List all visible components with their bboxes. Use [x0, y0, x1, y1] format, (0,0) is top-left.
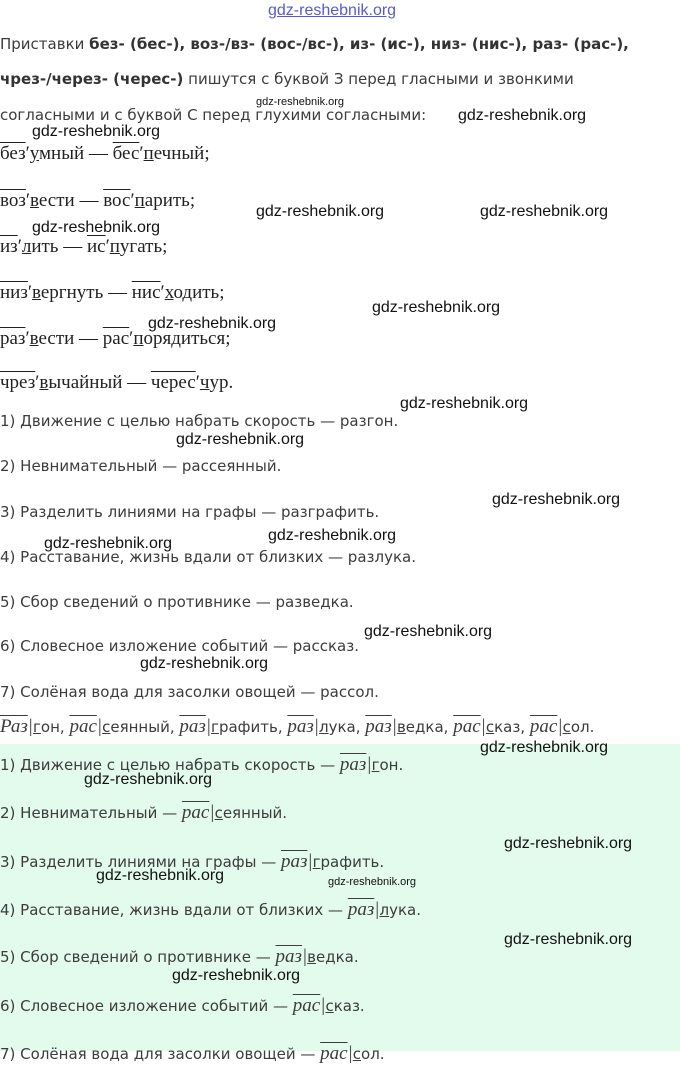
rule-prefixes: без- (бес-), воз-/вз- (вос-/вс-), из- (ис-), низ- (нис-), раз- (рас-),: [89, 35, 629, 53]
watermark: gdz-reshebnik.org: [458, 107, 587, 124]
watermark: gdz-reshebnik.org: [96, 867, 225, 884]
first-letter: г: [371, 756, 380, 774]
morpheme-divider: |: [27, 716, 34, 737]
task-item: 3) Разделить линиями на графы — разграфить.: [0, 503, 380, 521]
first-letter: п: [133, 328, 144, 349]
morpheme-divider: |: [307, 851, 313, 872]
answer-row: [0, 946, 359, 968]
separator: ,: [277, 718, 288, 736]
prefix: вос: [103, 190, 131, 211]
morpheme-divider: |: [320, 995, 326, 1016]
first-letter: л: [319, 718, 329, 736]
watermark: gdz-reshebnik.org: [504, 835, 633, 852]
first-letter: л: [379, 901, 390, 919]
morpheme-divider: |: [391, 716, 397, 737]
morpheme-mark: ′: [25, 328, 30, 349]
first-letter: с: [562, 718, 571, 736]
summary-word: [179, 718, 287, 736]
watermark: gdz-reshebnik.org: [372, 299, 501, 316]
task-item: 1) Движение с целью набрать скорость — разгон.: [0, 412, 399, 430]
first-letter: в: [396, 718, 406, 736]
first-letter: г: [33, 718, 41, 736]
morpheme-mark: ′: [160, 282, 165, 303]
answer-question: 5) Сбор сведений о противнике —: [0, 948, 276, 966]
watermark: gdz-reshebnik.org: [148, 315, 277, 332]
watermark-top[interactable]: gdz-reshebnik.org: [268, 2, 397, 19]
watermark: gdz-reshebnik.org: [176, 431, 305, 448]
prefix: бес: [112, 143, 140, 164]
task-item: 2) Невнимательный — рассеянный.: [0, 457, 282, 475]
task-item: 5) Сбор сведений о противнике — разведка.: [0, 593, 354, 611]
prefix: рас: [102, 328, 130, 349]
summary-word: [530, 718, 594, 736]
prefix: раз: [287, 716, 314, 737]
pair-row: [0, 190, 195, 212]
answer-row: [0, 995, 365, 1017]
answer-row: [0, 802, 287, 824]
prefix: черес: [150, 372, 196, 393]
pair-row: [0, 282, 225, 304]
dash: —: [74, 328, 103, 349]
summary-word: [0, 718, 69, 736]
first-letter: г: [312, 853, 321, 871]
first-letter: с: [352, 1045, 362, 1063]
task-item: 7) Солёная вода для засолки овощей — рассол.: [0, 683, 379, 701]
answer-question: 4) Расставание, жизнь вдали от близких —: [0, 901, 348, 919]
prefix: нис: [131, 282, 161, 303]
prefix: раз: [275, 946, 302, 967]
morpheme-mark: ′: [129, 328, 134, 349]
separator: .: [589, 718, 595, 736]
summary-line: [0, 716, 594, 738]
watermark: gdz-reshebnik.org: [504, 931, 633, 948]
pair-row: [0, 143, 210, 165]
answer-row: [0, 899, 421, 921]
word-rest: едка: [405, 718, 444, 736]
word-rest: ол: [570, 718, 590, 736]
summary-word: [287, 718, 365, 736]
answer-question: 6) Словесное изложение событий —: [0, 997, 293, 1015]
word-rest: еянный: [110, 718, 170, 736]
prefix: рас: [529, 716, 558, 737]
morpheme-mark: ′: [27, 282, 32, 303]
morpheme-divider: |: [374, 899, 380, 920]
morpheme-mark: ′: [17, 236, 22, 257]
prefix: рас: [181, 802, 210, 823]
word-rest: ур.: [209, 372, 234, 393]
summary-word: [69, 718, 179, 736]
first-letter: х: [164, 282, 174, 303]
rule-line-3: согласными и с буквой С перед глухими согласными:: [0, 106, 427, 124]
watermark: gdz-reshebnik.org: [32, 123, 161, 140]
prefix: ис: [86, 236, 106, 257]
morpheme-mark: ′: [25, 143, 30, 164]
rule-text: Приставки: [0, 35, 90, 53]
word-rest: он: [40, 718, 60, 736]
watermark: gdz-reshebnik.org: [84, 771, 213, 788]
first-letter: с: [214, 804, 223, 822]
separator: ,: [59, 718, 70, 736]
prefix: раз: [339, 754, 367, 775]
morpheme-mark: ′: [35, 372, 40, 393]
word-rest: рафить: [218, 718, 278, 736]
morpheme-divider: |: [96, 716, 103, 737]
word-rest: ести: [38, 190, 75, 211]
answer-question: 7) Солёная вода для засолки овощей —: [0, 1045, 321, 1063]
pair-row: [0, 236, 167, 258]
morpheme-divider: |: [366, 754, 372, 775]
morpheme-divider: |: [209, 802, 215, 823]
word-rest: угать;: [119, 236, 168, 257]
word-rest: ол.: [361, 1045, 385, 1063]
word-rest: ергнуть: [40, 282, 104, 303]
prefix: раз: [365, 716, 392, 737]
rule-line-1: [0, 35, 629, 53]
first-letter: в: [32, 282, 41, 303]
separator: ,: [355, 718, 366, 736]
morpheme-mark: ′: [139, 143, 144, 164]
dash: —: [58, 236, 87, 257]
morpheme-divider: |: [480, 716, 486, 737]
watermark: gdz-reshebnik.org: [256, 203, 385, 220]
prefix: раз: [347, 899, 375, 920]
watermark: gdz-reshebnik.org: [364, 623, 493, 640]
prefix: рас: [292, 995, 321, 1016]
word-rest: каз: [494, 718, 521, 736]
watermark: gdz-reshebnik.org: [44, 535, 173, 552]
first-letter: в: [39, 372, 49, 393]
watermark: gdz-reshebnik.org: [32, 219, 161, 236]
first-letter: п: [143, 143, 154, 164]
first-letter: п: [109, 236, 120, 257]
word-rest: ести: [38, 328, 75, 349]
watermark: gdz-reshebnik.org: [480, 203, 609, 220]
word-rest: ука: [328, 718, 356, 736]
summary-word: [453, 718, 530, 736]
word-rest: ить: [31, 236, 59, 257]
word-rest: орядиться;: [143, 328, 231, 349]
morpheme-mark: ′: [195, 372, 200, 393]
first-letter: в: [29, 328, 39, 349]
prefix: низ: [0, 282, 28, 303]
answer-row: [0, 1043, 385, 1065]
watermark: gdz-reshebnik.org: [492, 491, 621, 508]
prefix: без: [0, 143, 26, 164]
word-rest: едка.: [316, 948, 359, 966]
rule-text: пишутся с буквой З перед гласными и звонкими: [183, 70, 574, 88]
first-letter: ч: [199, 372, 210, 393]
morpheme-divider: |: [347, 1043, 353, 1064]
word-rest: каз.: [333, 997, 365, 1015]
word-rest: рафить.: [320, 853, 385, 871]
prefix: рас: [69, 716, 97, 737]
morpheme-divider: |: [557, 716, 563, 737]
first-letter: с: [102, 718, 111, 736]
word-rest: ечный;: [153, 143, 210, 164]
morpheme-mark: ′: [105, 236, 110, 257]
watermark: gdz-reshebnik.org: [268, 527, 397, 544]
first-letter: в: [30, 190, 39, 211]
watermark: gdz-reshebnik.org: [480, 739, 609, 756]
first-letter: в: [307, 948, 317, 966]
rule-prefixes: чрез-/через- (черес-): [0, 70, 184, 88]
task-item: 4) Расставание, жизнь вдали от близких — разлука.: [0, 548, 416, 566]
watermark: gdz-reshebnik.org: [256, 96, 345, 108]
word-rest: он.: [379, 756, 404, 774]
separator: ,: [520, 718, 530, 736]
answer-question: 3) Разделить линиями на графы —: [0, 853, 281, 871]
watermark: gdz-reshebnik.org: [328, 876, 417, 888]
prefix: рас: [453, 716, 481, 737]
first-letter: у: [29, 143, 39, 164]
word-rest: арить;: [144, 190, 196, 211]
first-letter: п: [134, 190, 145, 211]
prefix: Раз: [0, 716, 28, 737]
dash: —: [122, 372, 151, 393]
watermark: gdz-reshebnik.org: [172, 967, 301, 984]
morpheme-divider: |: [301, 946, 308, 967]
morpheme-mark: ′: [130, 190, 135, 211]
rule-line-2: [0, 70, 574, 88]
word-rest: ычайный: [48, 372, 123, 393]
first-letter: г: [211, 718, 219, 736]
first-letter: л: [21, 236, 32, 257]
prefix: раз: [179, 716, 206, 737]
word-rest: мный: [39, 143, 85, 164]
prefix: раз: [280, 851, 308, 872]
morpheme-mark: ′: [25, 190, 31, 211]
watermark: gdz-reshebnik.org: [400, 395, 529, 412]
summary-word: [365, 718, 453, 736]
dash: —: [74, 190, 104, 211]
prefix: раз: [0, 328, 26, 349]
separator: ,: [169, 718, 180, 736]
word-rest: одить;: [173, 282, 225, 303]
word-rest: еянный.: [222, 804, 288, 822]
task-item: 6) Словесное изложение событий — рассказ.: [0, 637, 359, 655]
morpheme-divider: |: [205, 716, 212, 737]
dash: —: [84, 143, 113, 164]
prefix: из: [0, 236, 18, 257]
pair-row: [0, 372, 233, 394]
word-rest: ука.: [389, 901, 421, 919]
watermark: gdz-reshebnik.org: [140, 655, 269, 672]
answer-question: 2) Невнимательный —: [0, 804, 182, 822]
prefix: воз: [0, 190, 26, 211]
prefix: чрез: [0, 372, 36, 393]
prefix: рас: [320, 1043, 348, 1064]
separator: ,: [443, 718, 454, 736]
morpheme-divider: |: [313, 716, 320, 737]
dash: —: [103, 282, 132, 303]
answer-question: 1) Движение с целью набрать скорость —: [0, 756, 340, 774]
first-letter: с: [325, 997, 334, 1015]
first-letter: с: [485, 718, 495, 736]
